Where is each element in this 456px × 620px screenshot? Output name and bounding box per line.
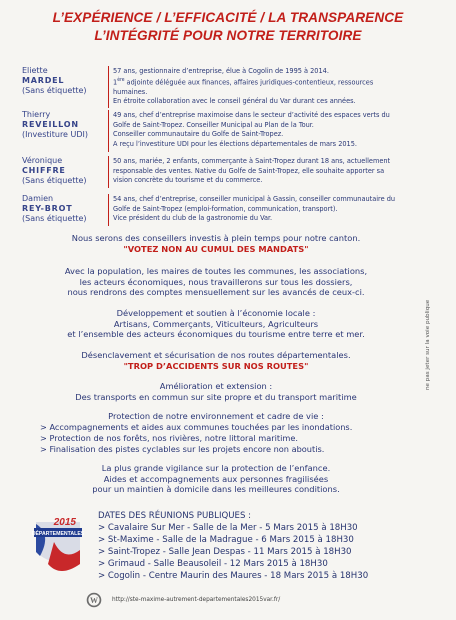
bio-line: A reçu l’investiture UDI pour les élections départementales de mars 2015. — [113, 138, 357, 148]
list-item: > Finalisation des pistes cyclables sur les projets encore non aboutis. — [40, 443, 325, 454]
list-item: > Protection de nos forêts, nos rivières, notre littoral maritime. — [40, 432, 298, 443]
bio-line: 49 ans, chef d’entreprise maximoise dans le secteur d’activité des espaces verts du — [113, 110, 390, 119]
meeting-item: > Grimaud - Salle Beausoleil - 12 Mars 2015 à 18H30 — [98, 559, 328, 569]
programme-text: Protection de notre environnement et cadre de vie : — [108, 411, 324, 421]
slogan-line-2: L’INTÉGRITÉ POUR NOTRE TERRITOIRE — [94, 28, 362, 43]
slogan-line-1: L’EXPÉRIENCE / L’EFFICACITÉ / LA TRANSPARENCE — [52, 10, 404, 25]
candidate-name — [22, 66, 92, 96]
programme-routes — [26, 350, 406, 371]
bio-line: Golfe de Saint-Tropez. Conseiller Municipal au Plan de la Tour. — [113, 119, 314, 129]
programme-text: Nous serons des conseillers investis à plein temps pour notre canton. — [71, 233, 361, 243]
meetings-title: DATES DES RÉUNIONS PUBLIQUES : — [98, 511, 252, 521]
bio-line: 50 ans, mariée, 2 enfants, commerçante à Saint-Tropez durant 18 ans, actuellement — [113, 156, 391, 165]
programme-slogan: "TROP D’ACCIDENTS SUR NOS ROUTES" — [123, 360, 309, 371]
bio-line — [113, 76, 433, 87]
last-name: REVEILLON — [22, 120, 79, 129]
bio-line: En étroite collaboration avec le conseil général du Var durant ces années. — [113, 96, 356, 106]
programme-population — [26, 266, 406, 298]
bio-line: humaines. — [113, 86, 148, 96]
bio-line: Vice président du club de la gastronomie du Var. — [113, 213, 273, 223]
meeting-item: > Cavalaire Sur Mer - Salle de la Mer - 5 Mars 2015 à 18H30 — [98, 523, 358, 533]
logo-label: DÉPARTEMENTALES — [31, 531, 85, 537]
first-name: Véronique — [22, 156, 63, 165]
candidate-block-reveillon — [22, 110, 422, 156]
red-divider — [108, 156, 109, 188]
programme-slogan: "VOTEZ NON AU CUMUL DES MANDATS" — [123, 243, 309, 254]
programme-text: nous rendrons des comptes mensuellement sur les avancés de ceux-ci. — [67, 287, 365, 297]
candidate-block-mardel — [22, 66, 422, 110]
programme-environnement-list — [40, 422, 400, 454]
programme-text: Aides et accompagnements aux personnes fragilisées — [103, 473, 329, 484]
bio-line: Golfe de Saint-Tropez (emploi-formation, communication, transport). — [113, 203, 338, 213]
list-item: > Accompagnements et aides aux communes touchées par les inondations. — [40, 422, 353, 432]
meeting-item: > St-Maxime - Salle de la Madrague - 6 Mars 2015 à 18H30 — [98, 535, 354, 545]
candidate-block-rey-brot — [22, 194, 422, 230]
wordpress-icon — [86, 592, 102, 608]
logo-year: 2015 — [53, 517, 76, 528]
candidate-bio — [113, 194, 433, 223]
meeting-item: > Cogolin - Centre Maurin des Maures - 18 Mars 2015 à 18H30 — [98, 571, 369, 581]
bio-ordinal: 1 — [113, 77, 118, 87]
programme-text: Amélioration et extension : — [159, 381, 273, 391]
candidate-name — [22, 194, 92, 224]
meeting-item: > Saint-Tropez - Salle Jean Despas - 11 Mars 2015 à 18H30 — [98, 547, 352, 557]
party-tag: (Investiture UDI) — [22, 130, 89, 139]
candidate-block-chiffre — [22, 156, 422, 192]
party-tag: (Sans étiquette) — [22, 214, 87, 223]
bio-line: responsable des ventes. Native du Golfe de Saint-Tropez, elle souhaite apporter sa — [113, 165, 385, 175]
programme-economie — [26, 308, 406, 340]
programme-text: et l’ensemble des acteurs économiques du tourisme entre terre et mer. — [67, 329, 365, 339]
bio-ordinal-suffix: ère — [117, 76, 125, 83]
meetings-list — [98, 510, 398, 582]
programme-text: pour un maintien à domicile dans les meilleures conditions. — [92, 484, 340, 494]
candidate-name — [22, 110, 92, 140]
first-name: Eliette — [22, 66, 48, 75]
programme-solidarite — [26, 463, 406, 495]
last-name: REY-BROT — [22, 204, 73, 213]
party-tag: (Sans étiquette) — [22, 86, 87, 95]
red-divider — [108, 110, 109, 152]
bio-line: Conseiller communautaire du Golfe de Saint-Tropez. — [113, 129, 284, 139]
candidate-bio — [113, 156, 433, 185]
side-note: ne pas jeter sur la voie publique — [425, 299, 431, 390]
bio-line: 54 ans, chef d’entreprise, conseiller municipal à Gassin, conseiller communautaire du — [113, 194, 396, 203]
candidate-bio — [113, 66, 433, 106]
programme-text: Développement et soutien à l’économie locale : — [116, 308, 316, 318]
svg-text:W: W — [90, 596, 98, 605]
departementales-2015-logo — [30, 512, 86, 578]
first-name: Thierry — [22, 110, 51, 119]
programme-text: les acteurs économiques, nous travaillerons sur tous les dossiers, — [79, 276, 353, 287]
party-tag: (Sans étiquette) — [22, 176, 87, 185]
bio-line: 57 ans, gestionnaire d’entreprise, élue à Cogolin de 1995 à 2014. — [113, 66, 329, 75]
programme-text: Avec la population, les maires de toutes les communes, les associations, — [64, 266, 368, 276]
red-divider — [108, 194, 109, 226]
bio-text: adjointe déléguée aux finances, affaires juridiques-contentieux, ressources — [124, 77, 374, 87]
last-name: MARDEL — [22, 76, 65, 85]
programme-environnement-title — [26, 411, 406, 422]
website-url[interactable]: http://ste-maxime-autrement-departementales2015var.fr/ — [112, 597, 281, 603]
programme-text: Désenclavement et sécurisation de nos routes départementales. — [81, 350, 351, 360]
programme-text: Des transports en commun sur site propre et du transport maritime — [75, 391, 357, 402]
candidate-bio — [113, 110, 433, 148]
programme-text: Artisans, Commerçants, Viticulteurs, Agriculteurs — [113, 318, 319, 329]
programme-transports — [26, 381, 406, 402]
candidate-name — [22, 156, 92, 186]
last-name: CHIFFRE — [22, 166, 66, 175]
programme-text: La plus grande vigilance sur la protection de l’enfance. — [101, 463, 331, 473]
red-divider — [108, 66, 109, 108]
first-name: Damien — [22, 194, 54, 203]
programme-cumul — [26, 233, 406, 254]
bio-line: vision concrète du tourisme et du commerce. — [113, 175, 263, 185]
